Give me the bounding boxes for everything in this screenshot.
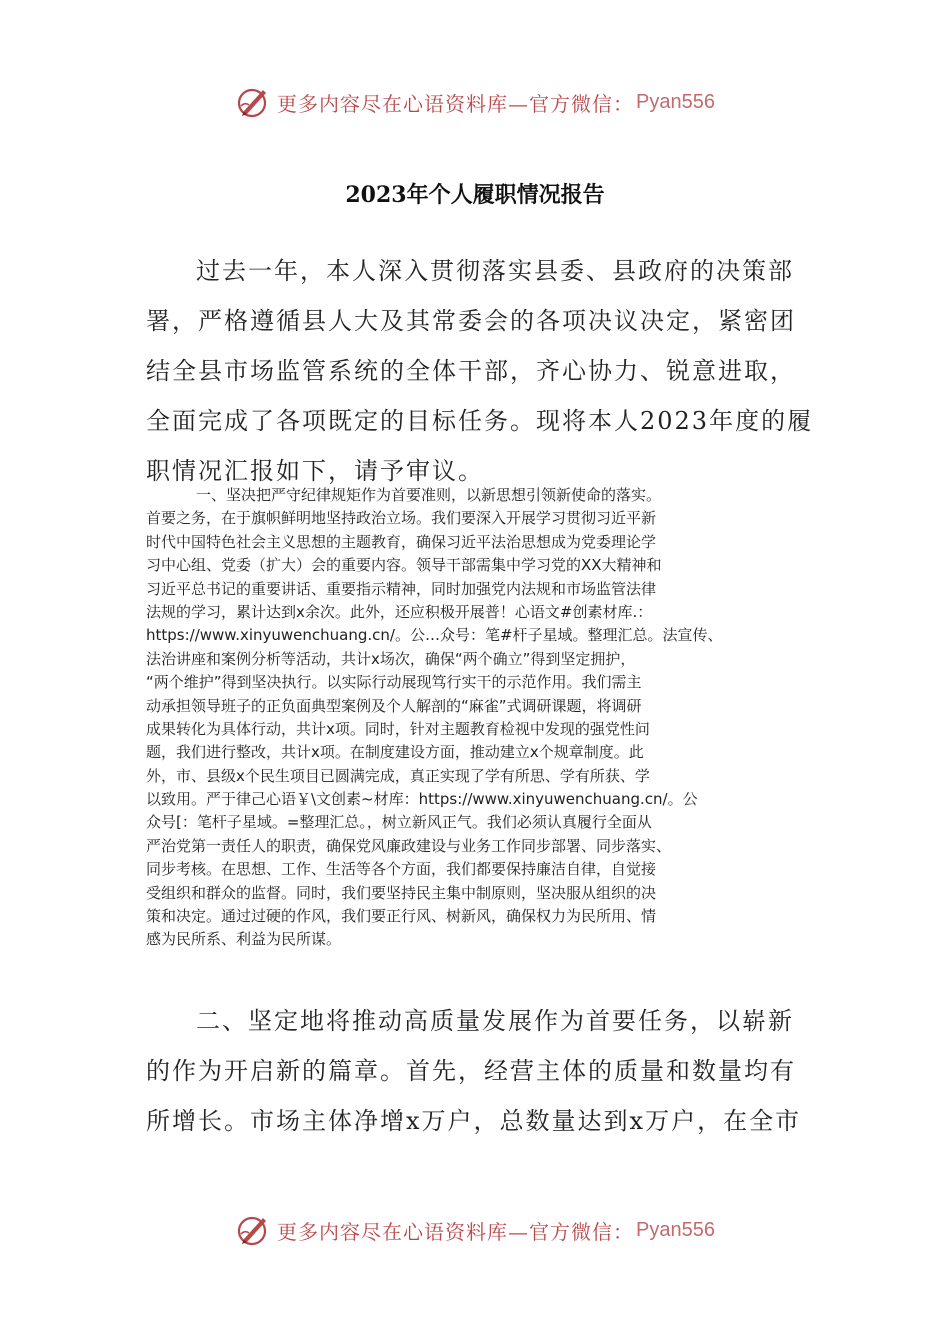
pen-logo-icon — [235, 1212, 271, 1248]
intro-line: 结全县市场监管系统的全体干部，齐心协力、锐意进取， — [146, 357, 796, 385]
section1-line: 感为民所系、利益为民所谋。 — [146, 930, 342, 949]
section1-line: 严治党第一责任人的职责，确保党风廉政建设与业务工作同步部署、同步落实、 — [146, 836, 672, 855]
footer-watermark — [0, 1210, 950, 1250]
section1-line: 题，我们进行整改，共计x项。在制度建设方面，推动建立x个规章制度。此 — [146, 743, 644, 762]
section1-line: 外，市、县级x个民生项目已圆满完成，真正实现了学有所思、学有所获、学 — [146, 766, 650, 785]
section1-line: 法规的学习，累计达到x余次。此外，还应积极开展普！心语文#创素材库.： — [146, 602, 653, 621]
section1-line: 首要之务，在于旗帜鲜明地坚持政治立场。我们要深入开展学习贯彻习近平新 — [146, 509, 657, 528]
section1-line: “两个维护”得到坚决执行。以实际行动展现笃行实干的示范作用。我们需主 — [146, 673, 642, 692]
section1-line: 习近平总书记的重要讲话、重要指示精神，同时加强党内法规和市场监管法律 — [146, 579, 657, 598]
section1-line: 众号[：笔杆子星域。=整理汇总。，树立新风正气。我们必须认真履行全面从 — [146, 813, 652, 832]
section1-line: 受组织和群众的监督。同时，我们要坚持民主集中制原则，坚决服从组织的决 — [146, 883, 657, 902]
header-watermark — [0, 82, 950, 122]
intro-line: 过去一年，本人深入贯彻落实县委、县政府的决策部 — [196, 257, 794, 285]
section1-line: 成果转化为具体行动，共计x项。同时，针对主题教育检视中发现的强党性问 — [146, 719, 650, 738]
section1-line: 时代中国特色社会主义思想的主题教育，确保习近平法治思想成为党委理论学 — [146, 532, 657, 551]
section2-line: 所增长。市场主体净增x万户，总数量达到x万户，在全市 — [146, 1107, 802, 1135]
section2-line: 二、坚定地将推动高质量发展作为首要任务，以崭新 — [196, 1007, 794, 1035]
intro-line: 全面完成了各项既定的目标任务。现将本人2023年度的履 — [146, 407, 814, 435]
section1-line: 策和决定。通过过硬的作风，我们要正行风、树新风，确保权力为民所用、情 — [146, 907, 657, 926]
section1-line: https://www.xinyuwenchuang.cn/。公…众号：笔#杆子星域。整理汇总。法宣传、 — [146, 626, 723, 645]
section1-line: 习中心组、党委（扩大）会的重要内容。领导干部需集中学习党的XX大精神和 — [146, 556, 662, 575]
section1-line: 同步考核。在思想、工作、生活等各个方面，我们都要保持廉洁自律，自觉接 — [146, 860, 657, 879]
section1-line: 一、坚决把严守纪律规矩作为首要准则，以新思想引领新使命的落实。 — [196, 486, 662, 504]
section1-line: 以致用。严于律己心语￥\文创素~材库：https://www.xinyuwenchuang.cn/。公 — [146, 790, 698, 809]
section1-paragraph — [146, 484, 818, 952]
intro-paragraph — [146, 246, 814, 496]
intro-line: 署，严格遵循县人大及其常委会的各项决议决定，紧密团 — [146, 307, 796, 335]
watermark-account-text: Pyan556 — [636, 90, 715, 113]
document-title: 2023年个人履职情况报告 — [345, 182, 605, 208]
pen-logo-icon — [235, 84, 271, 120]
watermark-brand-text: 更多内容尽在心语资料库—官方微信： — [277, 91, 635, 116]
section1-line: 动承担领导班子的正负面典型案例及个人解剖的“麻雀”式调研课题，将调研 — [146, 696, 642, 715]
intro-line: 职情况汇报如下，请予审议。 — [146, 457, 484, 485]
section1-line: 法治讲座和案例分析等活动，共计x场次，确保“两个确立”得到坚定拥护， — [146, 649, 636, 668]
section2-paragraph — [146, 996, 811, 1146]
watermark-brand-text: 更多内容尽在心语资料库—官方微信： — [277, 1219, 635, 1244]
section2-line: 的作为开启新的篇章。首先，经营主体的质量和数量均有 — [146, 1057, 796, 1085]
watermark-account-text: Pyan556 — [636, 1218, 715, 1241]
